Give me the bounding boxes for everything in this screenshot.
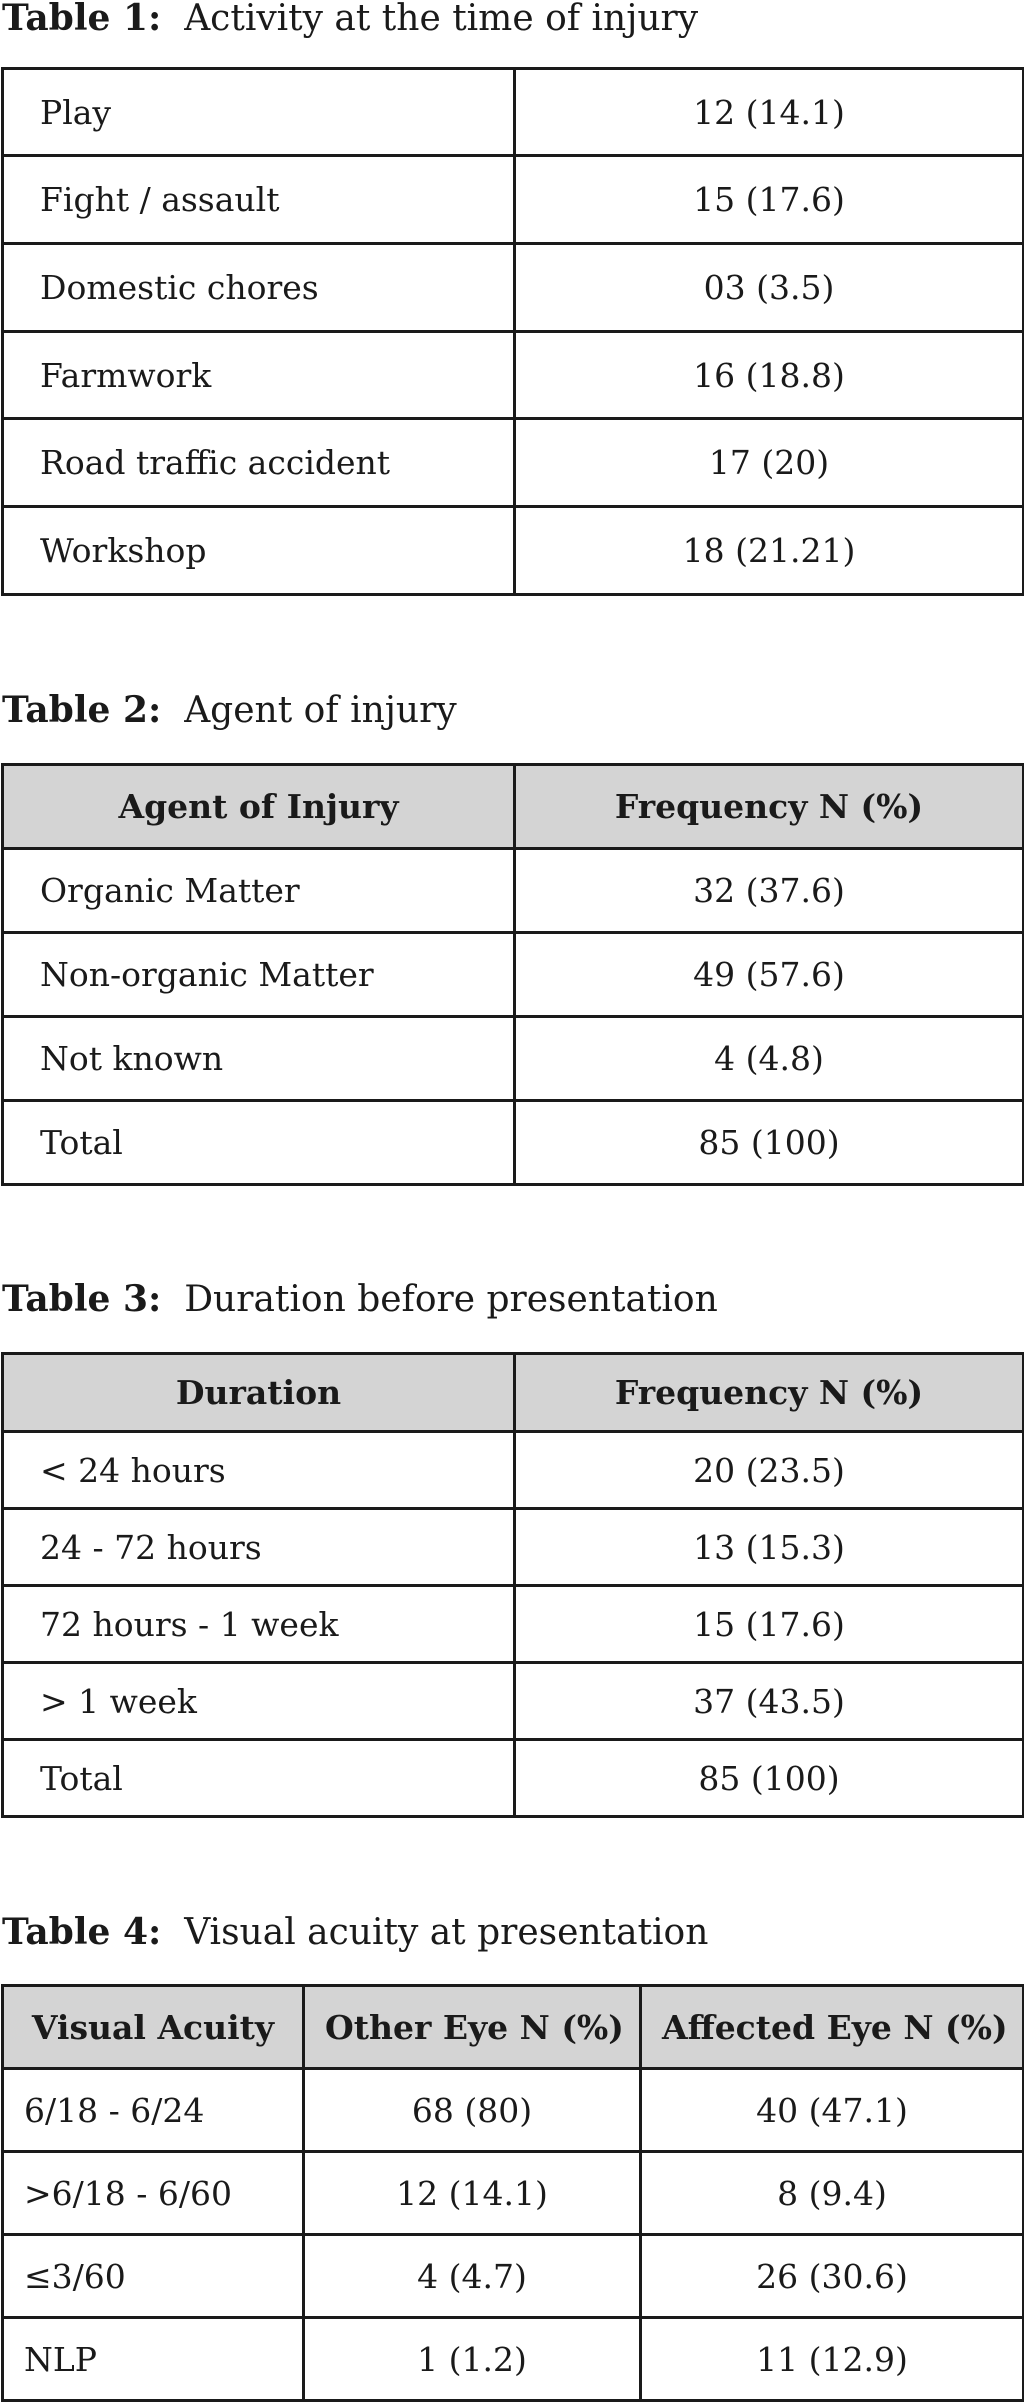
table4-caption <box>2 1911 709 1953</box>
table4 <box>1 1984 1024 2402</box>
table-row <box>3 2152 1024 2235</box>
table-header-row <box>3 1354 1024 1432</box>
table4-acuity: NLP <box>3 2318 304 2401</box>
table-row <box>3 1740 1024 1817</box>
table-row <box>3 332 1024 419</box>
table2-label: Table 2: <box>2 689 162 731</box>
table3-caption <box>2 1278 718 1320</box>
table1 <box>1 67 1024 596</box>
table2-agent: Not known <box>3 1017 515 1101</box>
table-row <box>3 244 1024 332</box>
table4-header-acuity: Visual Acuity <box>3 1986 304 2069</box>
table2-value: 85 (100) <box>515 1101 1024 1185</box>
table-row <box>3 2069 1024 2152</box>
table-row <box>3 156 1024 244</box>
table-row <box>3 507 1024 595</box>
table-row <box>3 69 1024 156</box>
table4-acuity: 6/18 - 6/24 <box>3 2069 304 2152</box>
table1-title: Activity at the time of injury <box>184 0 699 39</box>
table4-affected: 40 (47.1) <box>641 2069 1024 2152</box>
table-row <box>3 2235 1024 2318</box>
table1-activity: Road traffic accident <box>3 419 515 507</box>
table-row <box>3 1101 1024 1185</box>
table1-value: 17 (20) <box>515 419 1024 507</box>
table4-affected: 26 (30.6) <box>641 2235 1024 2318</box>
table4-header-affected-eye: Affected Eye N (%) <box>641 1986 1024 2069</box>
table2-header-frequency: Frequency N (%) <box>515 765 1024 849</box>
table4-title: Visual acuity at presentation <box>184 1912 709 1953</box>
table1-value: 12 (14.1) <box>515 69 1024 156</box>
table2-caption <box>2 689 457 731</box>
table-header-row <box>3 765 1024 849</box>
table4-other: 12 (14.1) <box>304 2152 641 2235</box>
table-row <box>3 1509 1024 1586</box>
table2-agent: Non-organic Matter <box>3 933 515 1017</box>
table1-value: 16 (18.8) <box>515 332 1024 419</box>
table1-value: 15 (17.6) <box>515 156 1024 244</box>
table2-value: 32 (37.6) <box>515 849 1024 933</box>
table3-header-duration: Duration <box>3 1354 515 1432</box>
table3-duration: < 24 hours <box>3 1432 515 1509</box>
table-row <box>3 849 1024 933</box>
table4-other: 4 (4.7) <box>304 2235 641 2318</box>
table-row <box>3 933 1024 1017</box>
table1-label: Table 1: <box>2 0 162 39</box>
table3 <box>1 1352 1024 1818</box>
table-row <box>3 1017 1024 1101</box>
table1-activity: Domestic chores <box>3 244 515 332</box>
table3-duration: > 1 week <box>3 1663 515 1740</box>
table2-value: 4 (4.8) <box>515 1017 1024 1101</box>
table1-value: 03 (3.5) <box>515 244 1024 332</box>
table-row <box>3 1663 1024 1740</box>
table1-value: 18 (21.21) <box>515 507 1024 595</box>
table3-value: 13 (15.3) <box>515 1509 1024 1586</box>
table3-label: Table 3: <box>2 1278 162 1320</box>
table4-label: Table 4: <box>2 1911 162 1953</box>
table4-header-other-eye: Other Eye N (%) <box>304 1986 641 2069</box>
table2 <box>1 763 1024 1186</box>
table2-title: Agent of injury <box>184 690 457 731</box>
table3-duration: Total <box>3 1740 515 1817</box>
table4-other: 1 (1.2) <box>304 2318 641 2401</box>
table-header-row <box>3 1986 1024 2069</box>
table3-value: 37 (43.5) <box>515 1663 1024 1740</box>
table2-agent: Total <box>3 1101 515 1185</box>
table1-activity: Workshop <box>3 507 515 595</box>
table-row <box>3 1586 1024 1663</box>
table-row <box>3 1432 1024 1509</box>
table3-title: Duration before presentation <box>184 1279 718 1320</box>
table1-activity: Fight / assault <box>3 156 515 244</box>
table-row <box>3 419 1024 507</box>
table4-acuity: ≤3/60 <box>3 2235 304 2318</box>
table2-value: 49 (57.6) <box>515 933 1024 1017</box>
table4-acuity: >6/18 - 6/60 <box>3 2152 304 2235</box>
table3-header-frequency: Frequency N (%) <box>515 1354 1024 1432</box>
table4-affected: 11 (12.9) <box>641 2318 1024 2401</box>
table2-header-agent: Agent of Injury <box>3 765 515 849</box>
table2-agent: Organic Matter <box>3 849 515 933</box>
table3-value: 15 (17.6) <box>515 1586 1024 1663</box>
table1-caption <box>2 0 698 37</box>
table3-duration: 72 hours - 1 week <box>3 1586 515 1663</box>
table4-affected: 8 (9.4) <box>641 2152 1024 2235</box>
table4-other: 68 (80) <box>304 2069 641 2152</box>
table3-duration: 24 - 72 hours <box>3 1509 515 1586</box>
table1-activity: Play <box>3 69 515 156</box>
table1-activity: Farmwork <box>3 332 515 419</box>
table3-value: 20 (23.5) <box>515 1432 1024 1509</box>
table3-value: 85 (100) <box>515 1740 1024 1817</box>
table-row <box>3 2318 1024 2401</box>
